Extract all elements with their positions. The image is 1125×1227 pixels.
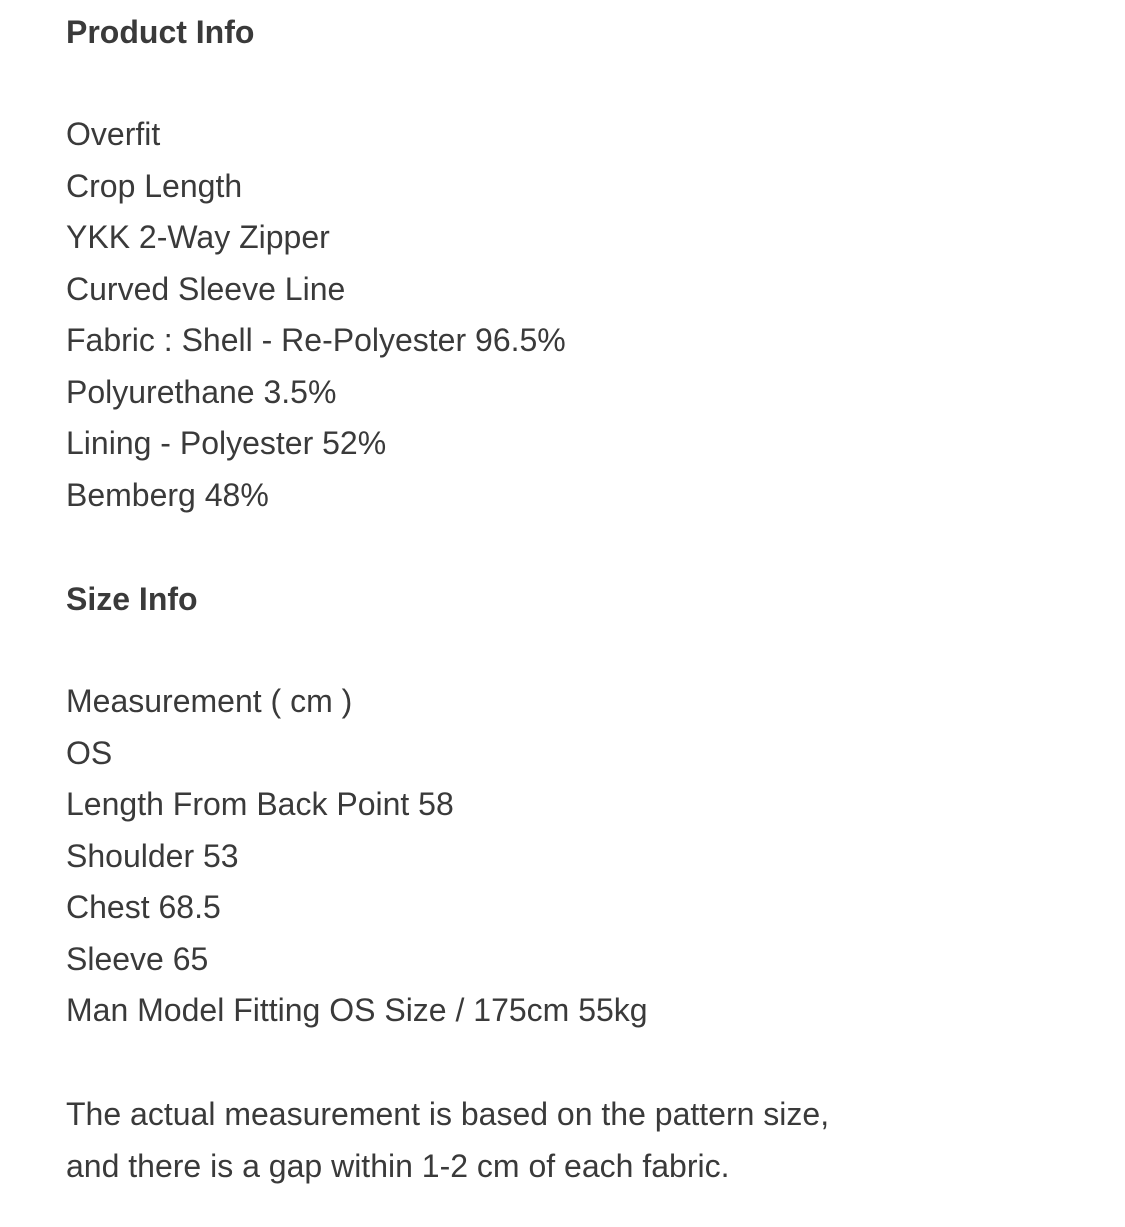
measurement-note-line-2: and there is a gap within 1-2 cm of each fabric. [66,1148,730,1184]
size-info-line-measurement-unit: Measurement ( cm ) [66,683,353,719]
size-info-heading: Size Info [66,581,198,617]
product-info-line-overfit: Overfit [66,116,161,152]
product-info-list [66,109,566,521]
size-info-line-size-label: OS [66,734,113,771]
product-info-line-lining: Lining - Polyester 52% [66,425,387,461]
product-info-line-bemberg: Bemberg 48% [66,476,269,513]
product-info-line-zipper: YKK 2-Way Zipper [66,219,330,255]
product-info-line-sleeve-line: Curved Sleeve Line [66,270,346,307]
product-info-line-polyurethane: Polyurethane 3.5% [66,373,337,410]
size-info-line-shoulder: Shoulder 53 [66,837,239,874]
size-info-line-sleeve: Sleeve 65 [66,940,209,977]
product-info-line-fabric-shell: Fabric : Shell - Re-Polyester 96.5% [66,322,566,358]
measurement-note [66,1088,1066,1192]
product-info-line-crop-length: Crop Length [66,167,243,204]
size-info-line-length: Length From Back Point 58 [66,786,454,822]
size-info-list [66,676,648,1037]
measurement-note-line-1: The actual measurement is based on the pattern size, [66,1096,830,1132]
size-info-line-model-fitting: Man Model Fitting OS Size / 175cm 55kg [66,992,648,1028]
size-info-line-chest: Chest 68.5 [66,889,221,925]
product-info-heading: Product Info [66,14,255,50]
